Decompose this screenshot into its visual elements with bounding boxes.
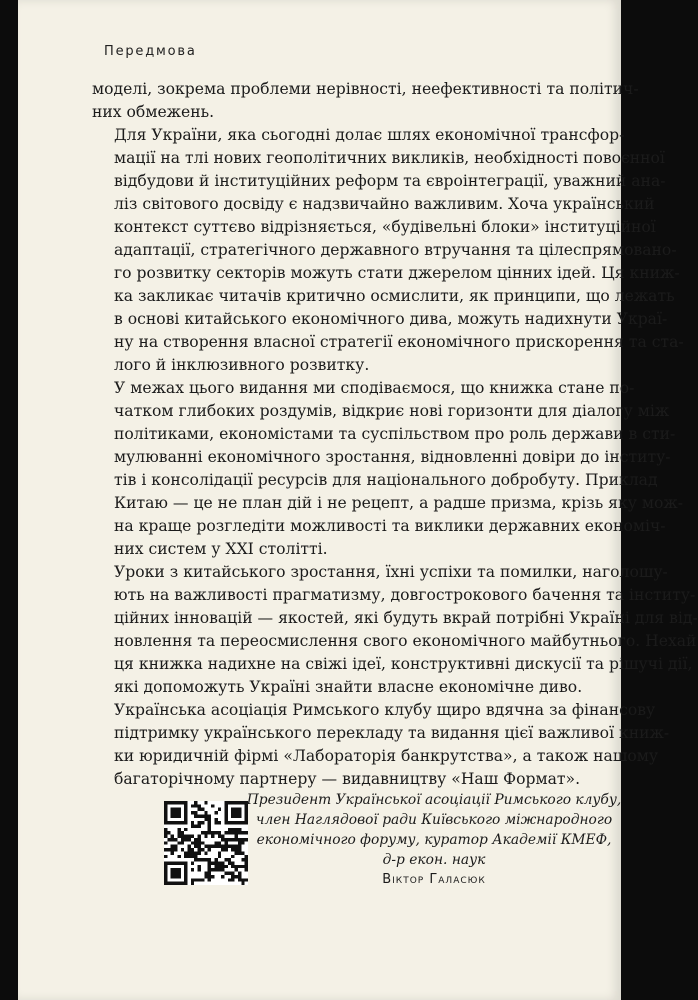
text-line: моделі, зокрема проблеми нерівності, неефективності та політич-	[92, 80, 639, 98]
text-line: адаптації, стратегічного державного втручання та цілеспрямовано-	[114, 241, 677, 259]
text-line: підтримку українського перекладу та видання цієї важливої книж-	[114, 724, 670, 742]
author-signature	[244, 790, 624, 890]
text-line: багаторічному партнеру — видавництву «Наш Формат».	[114, 770, 581, 788]
text-line: тів і консолідації ресурсів для національного добробуту. Приклад	[114, 471, 658, 489]
book-page	[18, 0, 698, 1000]
text-line: Китаю — це не план дій і не рецепт, а радше призма, крізь яку мож-	[114, 494, 684, 512]
author-title-line: економічного форуму, куратор Академії КМЕФ,	[256, 832, 612, 848]
text-line: го розвитку секторів можуть стати джерелом цінних ідей. Ця книж-	[114, 264, 680, 282]
text-line: в основі китайського економічного дива, можуть надихнути Украї-	[114, 310, 668, 328]
author-title-line: член Наглядової ради Київського міжнародного	[255, 812, 613, 828]
text-line: ліз світового досвіду є надзвичайно важливим. Хоча український	[114, 195, 655, 213]
text-line: них систем у XXI столітті.	[114, 540, 328, 558]
paragraph-5	[92, 699, 670, 791]
text-line: ють на важливості прагматизму, довгострокового бачення та інститу-	[114, 586, 696, 604]
text-line: чатком глибоких роздумів, відкриє нові горизонти для діалогу між	[114, 402, 670, 420]
author-title-line: Президент Української асоціації Римського клубу,	[246, 792, 622, 808]
author-title-line: д-р екон. наук	[382, 852, 486, 868]
text-line: лого й інклюзивного розвитку.	[114, 356, 370, 374]
paragraph-4	[92, 561, 698, 699]
text-line: мулюванні економічного зростання, відновленні довіри до інститу-	[114, 448, 671, 466]
text-line: контекст суттєво відрізняється, «будівельні блоки» інституційної	[114, 218, 656, 236]
body-text	[92, 78, 698, 791]
text-line: У межах цього видання ми сподіваємося, що книжка стане по-	[114, 379, 635, 397]
text-line: ка закликає читачів критично осмислити, як принципи, що лежать	[114, 287, 675, 305]
text-line: Українська асоціація Римського клубу щиро вдячна за фінансову	[114, 701, 656, 719]
text-line: на краще розгледіти можливості та виклики державних економіч-	[114, 517, 666, 535]
text-line: ки юридичній фірмі «Лабораторія банкрутства», а також нашому	[114, 747, 659, 765]
text-line: відбудови й інституційних реформ та євроінтеграції, уважний ана-	[114, 172, 666, 190]
text-line: Уроки з китайського зростання, їхні успіхи та помилки, наголошу-	[114, 563, 668, 581]
text-line: них обмежень.	[92, 103, 215, 121]
paragraph-3	[92, 377, 684, 561]
paragraph-2	[92, 124, 684, 377]
text-line: Для України, яка сьогодні долає шлях економічної трансфор-	[114, 126, 625, 144]
running-head: Передмова	[104, 44, 197, 59]
text-line: новлення та переосмислення свого економічного майбутнього. Нехай	[114, 632, 697, 650]
text-line: ця книжка надихне на свіжі ідеї, конструктивні дискусії та рішучі дії,	[114, 655, 693, 673]
qr-code-icon[interactable]	[164, 801, 248, 885]
text-line: ну на створення власної стратегії економічного прискорення та ста-	[114, 333, 684, 351]
paragraph-1	[92, 78, 639, 124]
author-name: Віктор Галасюк	[382, 872, 486, 887]
text-line: політиками, економістами та суспільством про роль держави в сти-	[114, 425, 676, 443]
text-line: які допоможуть Україні знайти власне економічне диво.	[114, 678, 583, 696]
text-line: ційних інновацій — якостей, які будуть вкрай потрібні Україні для від-	[114, 609, 698, 627]
text-line: мації на тлі нових геополітичних викликів, необхідності повоєнної	[114, 149, 665, 167]
